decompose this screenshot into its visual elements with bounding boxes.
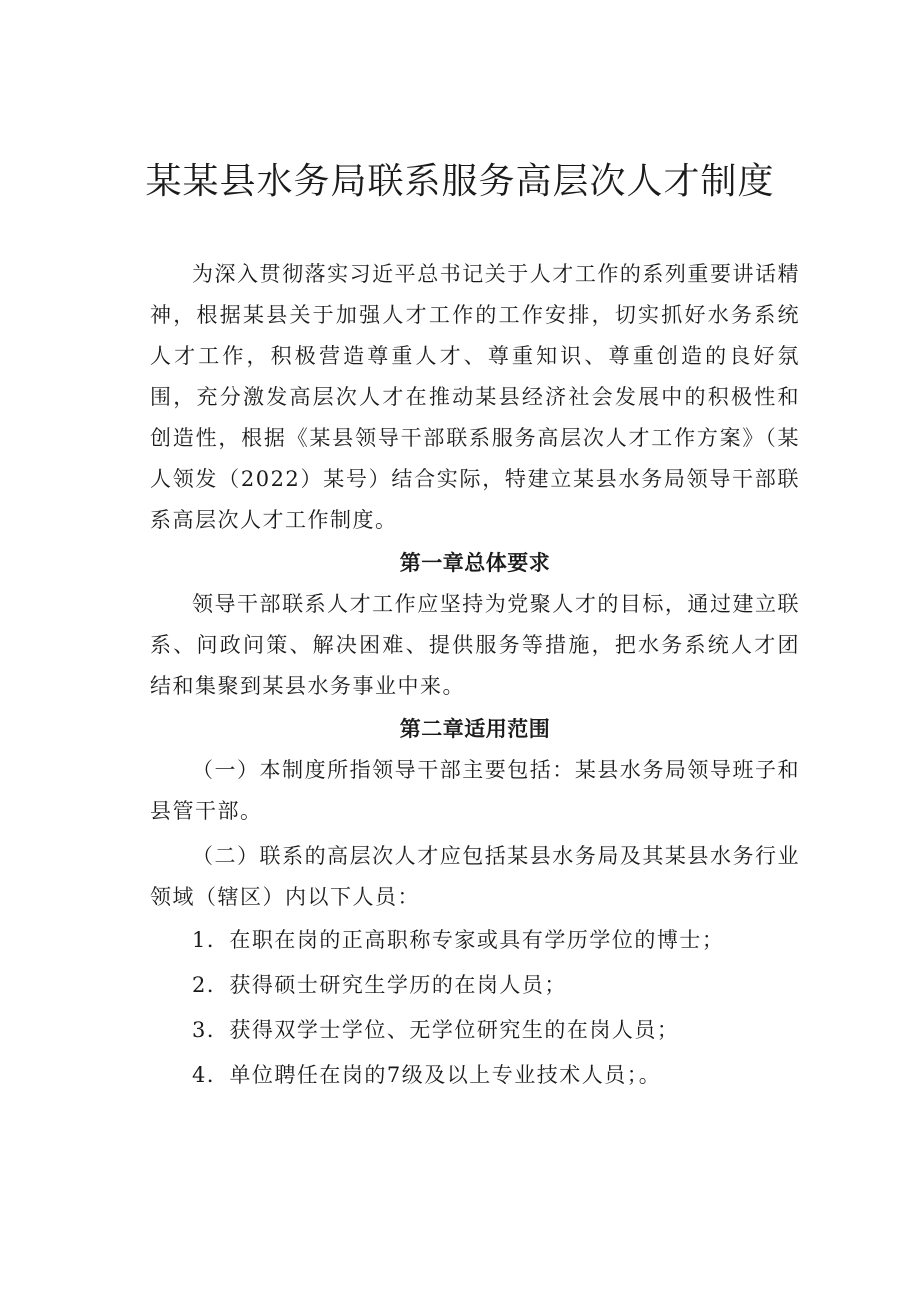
chapter-2-heading: 第二章适用范围 [399, 717, 551, 741]
intro-paragraph: 为深入贯彻落实习近平总书记关于人才工作的系列重要讲话精神，根据某县关于加强人才工作的工作安排，切实抓好水务系统人才工作，积极营造尊重人才、尊重知识、尊重创造的良好氛围，充分激发高层次人才在推动某县经济社会发展中的积极性和创造性，根据《某县领导干部联系服务高层次人才工作方案》（某人领发（2022）某号）结合实际，特建立某县水务局领导干部联系高层次人才工作制度。 [150, 262, 800, 532]
chapter-2-clause-2: （二）联系的高层次人才应包括某县水务局及其某县水务行业领域（辖区）内以下人员： [150, 844, 800, 909]
list-item-3: 3．获得双学士学位、无学位研究生的在岗人员； [192, 1018, 680, 1042]
list-item-4: 4．单位聘任在岗的7级及以上专业技术人员；。 [192, 1063, 662, 1087]
document-body [150, 254, 800, 1098]
chapter-2-clause-1: （一）本制度所指领导干部主要包括：某县水务局领导班子和县管干部。 [150, 758, 800, 823]
chapter-1-paragraph: 领导干部联系人才工作应坚持为党聚人才的目标，通过建立联系、问政问策、解决困难、提供服务等措施，把水务系统人才团结和集聚到某县水务事业中来。 [150, 592, 800, 698]
list-item-2: 2．获得硕士研究生学历的在岗人员； [192, 973, 567, 997]
list-item-1: 1．在职在岗的正高职称专家或具有学历学位的博士； [192, 928, 725, 952]
document-title: 某某县水务局联系服务高层次人才制度 [145, 161, 775, 202]
chapter-1-heading: 第一章总体要求 [399, 551, 551, 575]
